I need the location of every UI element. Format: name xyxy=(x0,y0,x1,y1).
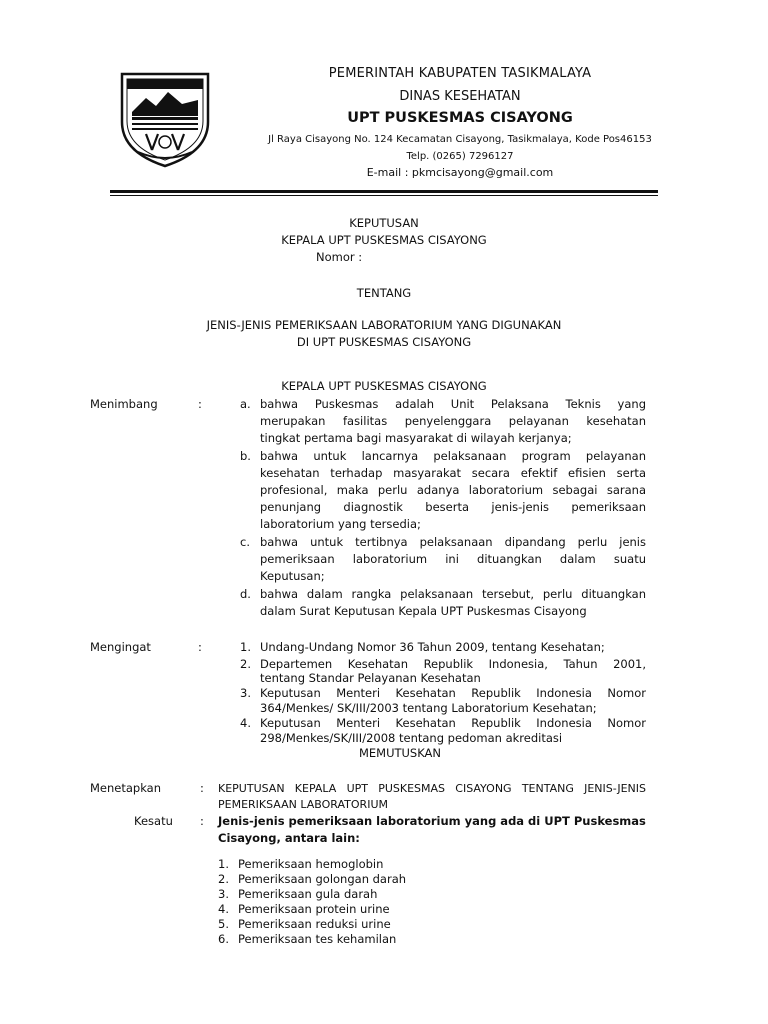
decree-number-label: Nomor : xyxy=(316,250,363,264)
menimbang-item-marker: b. xyxy=(240,449,251,463)
menimbang-item-line: merupakan fasilitas penyelenggara pelayanan kesehatan xyxy=(260,414,646,428)
exam-item: Pemeriksaan hemoglobin xyxy=(238,857,384,871)
menimbang-item-line: bahwa dalam rangka pelaksanaan tersebut, perlu dituangkan xyxy=(260,587,646,601)
menimbang-item-line: profesional, maka perlu adanya laboratorium sebagai sarana xyxy=(260,483,646,497)
menimbang-item-line: penunjang diagnostik beserta jenis-jenis pemeriksaan xyxy=(260,500,646,514)
decree-about-heading: TENTANG xyxy=(356,286,412,300)
menimbang-item-line: Keputusan; xyxy=(260,569,325,583)
menimbang-item-marker: d. xyxy=(240,587,251,601)
exam-item: Pemeriksaan tes kehamilan xyxy=(238,932,397,946)
memutuskan-heading: MEMUTUSKAN xyxy=(358,746,442,760)
decree-signer-heading: KEPALA UPT PUSKESMAS CISAYONG xyxy=(281,379,487,393)
mengingat-item-line: Departemen Kesehatan Republik Indonesia, Tahun 2001, xyxy=(260,657,646,671)
exam-marker: 6. xyxy=(218,932,229,946)
menimbang-item-line: bahwa untuk lancarnya pelaksanaan program pelayanan xyxy=(260,449,646,463)
exam-marker: 4. xyxy=(218,902,229,916)
mengingat-colon: : xyxy=(198,640,202,654)
menimbang-item-marker: c. xyxy=(240,535,250,549)
kesatu-line: Jenis-jenis pemeriksaan laboratorium yang ada di UPT Puskesmas xyxy=(218,814,646,828)
kesatu-colon: : xyxy=(200,814,204,828)
menimbang-item-line: bahwa untuk tertibnya pelaksanaan dipandang perlu jenis xyxy=(260,535,646,549)
menetapkan-line: PEMERIKSAAN LABORATORIUM xyxy=(218,798,388,811)
exam-item: Pemeriksaan gula darah xyxy=(238,887,378,901)
mengingat-item-line: Undang-Undang Nomor 36 Tahun 2009, tentang Kesehatan; xyxy=(260,640,605,654)
exam-marker: 1. xyxy=(218,857,229,871)
letterhead-agency: DINAS KESEHATAN xyxy=(399,89,521,104)
exam-marker: 2. xyxy=(218,872,229,886)
letterhead-phone: Telp. (0265) 7296127 xyxy=(406,151,514,162)
tasikmalaya-emblem-logo xyxy=(116,60,214,170)
mengingat-item-line: tentang Standar Pelayanan Kesehatan xyxy=(260,671,481,685)
exam-item: Pemeriksaan reduksi urine xyxy=(238,917,391,931)
mengingat-item-marker: 3. xyxy=(240,686,251,700)
letterhead-government: PEMERINTAH KABUPATEN TASIKMALAYA xyxy=(328,66,592,81)
menimbang-item-line: tingkat pertama bagi masyarakat di wilayah kerjanya; xyxy=(260,431,572,445)
mengingat-item-line: Keputusan Menteri Kesehatan Republik Indonesia Nomor xyxy=(260,716,646,730)
exam-marker: 5. xyxy=(218,917,229,931)
letterhead-address: Jl Raya Cisayong No. 124 Kecamatan Cisayong, Tasikmalaya, Kode Pos46153 xyxy=(268,134,652,145)
mengingat-item-line: 364/Menkes/ SK/III/2003 tentang Laboratorium Kesehatan; xyxy=(260,701,597,715)
menimbang-item-line: bahwa Puskesmas adalah Unit Pelaksana Teknis yang xyxy=(260,397,646,411)
decree-subject-line2: DI UPT PUSKESMAS CISAYONG xyxy=(296,335,472,349)
mengingat-label: Mengingat xyxy=(90,640,151,654)
menimbang-label: Menimbang xyxy=(90,397,158,411)
logo-caption: KAB. TASIKMALAYA xyxy=(138,68,192,74)
menetapkan-label: Menetapkan xyxy=(90,781,162,795)
menimbang-item-line: pemeriksaan laboratorium ini dituangkan dalam suatu xyxy=(260,552,646,566)
mengingat-item-marker: 1. xyxy=(240,640,251,654)
kesatu-label: Kesatu xyxy=(134,814,173,828)
letterhead-rule-thick xyxy=(110,190,658,193)
kesatu-line: Cisayong, antara lain: xyxy=(218,831,360,845)
exam-marker: 3. xyxy=(218,887,229,901)
exam-item: Pemeriksaan protein urine xyxy=(238,902,390,916)
mengingat-item-marker: 4. xyxy=(240,716,251,730)
decree-heading: KEPUTUSAN xyxy=(349,216,419,230)
decree-issuer: KEPALA UPT PUSKESMAS CISAYONG xyxy=(281,233,487,247)
menetapkan-line: KEPUTUSAN KEPALA UPT PUSKESMAS CISAYONG TENTANG JENIS-JENIS xyxy=(218,782,646,795)
mengingat-item-marker: 2. xyxy=(240,657,251,671)
letterhead-institution: UPT PUSKESMAS CISAYONG xyxy=(347,110,573,126)
menimbang-item-line: dalam Surat Keputusan Kepala UPT Puskesmas Cisayong xyxy=(260,604,587,618)
mengingat-item-line: 298/Menkes/SK/III/2008 tentang pedoman akreditasi xyxy=(260,731,563,745)
menimbang-item-marker: a. xyxy=(240,397,251,411)
decree-subject-line1: JENIS-JENIS PEMERIKSAAN LABORATORIUM YANG DIGUNAKAN xyxy=(206,318,562,332)
letterhead-email: E-mail : pkmcisayong@gmail.com xyxy=(366,166,554,179)
menimbang-item-line: laboratorium yang tersedia; xyxy=(260,517,421,531)
menimbang-item-line: kesehatan terhadap masyarakat secara efektif efisien serta xyxy=(260,466,646,480)
letterhead-rule-thin xyxy=(110,195,658,196)
exam-item: Pemeriksaan golongan darah xyxy=(238,872,407,886)
menimbang-colon: : xyxy=(198,397,202,411)
mengingat-item-line: Keputusan Menteri Kesehatan Republik Indonesia Nomor xyxy=(260,686,646,700)
menetapkan-colon: : xyxy=(200,781,204,795)
